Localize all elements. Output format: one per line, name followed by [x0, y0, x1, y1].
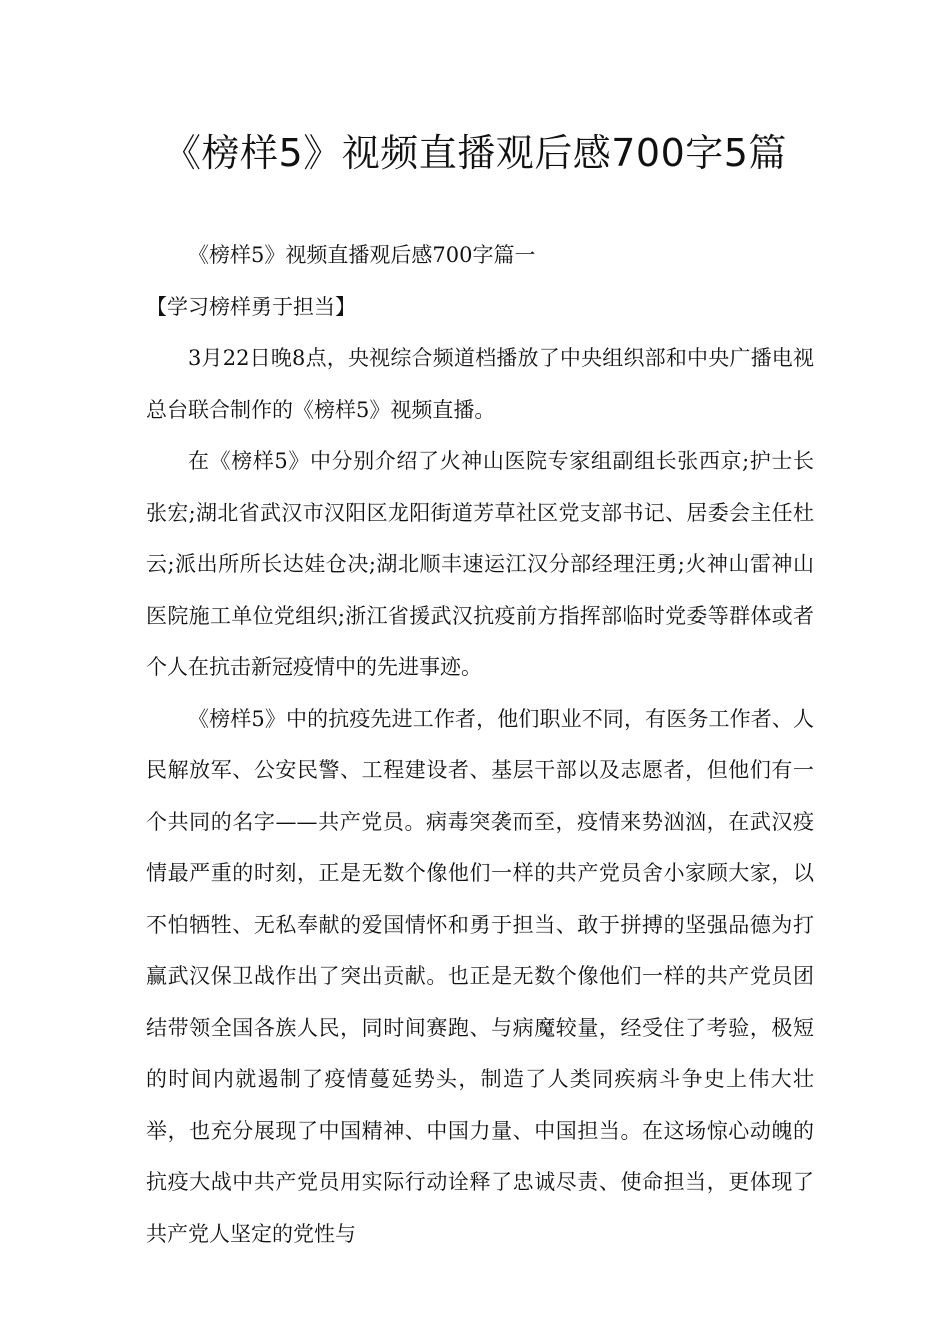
- document-body: [146, 230, 814, 1260]
- paragraph-1: 3月22日晚8点，央视综合频道档播放了中央组织部和中央广播电视总台联合制作的《榜样5》视频直播。: [146, 346, 814, 422]
- paragraph-2: 在《榜样5》中分别介绍了火神山医院专家组副组长张西京;护士长张宏;湖北省武汉市汉阳区龙阳街道芳草社区党支部书记、居委会主任杜云;派出所所长达娃仓决;湖北顺丰速运江汉分部经理汪勇;火神山雷神山医院施工单位党组织;浙江省援武汉抗疫前方指挥部临时党委等群体或者个人在抗击新冠疫情中的先进事迹。: [146, 449, 814, 679]
- section-title: 《榜样5》视频直播观后感700字篇一: [188, 243, 536, 267]
- section-heading: 【学习榜样勇于担当】: [146, 294, 356, 319]
- document-title: 《榜样5》视频直播观后感700字5篇: [163, 131, 787, 175]
- paragraph-3: 《榜样5》中的抗疫先进工作者，他们职业不同，有医务工作者、人民解放军、公安民警、工程建设者、基层干部以及志愿者，但他们有一个共同的名字——共产党员。病毒突袭而至，疫情来势汹汹，在武汉疫情最严重的时刻，正是无数个像他们一样的共产党员舍小家顾大家，以不怕牺牲、无私奉献的爱国情怀和勇于担当、敢于拼搏的坚强品德为打赢武汉保卫战作出了突出贡献。也正是无数个像他们一样的共产党员团结带领全国各族人民，同时间赛跑、与病魔较量，经受住了考验，极短的时间内就遏制了疫情蔓延势头，制造了人类同疾病斗争史上伟大壮举，也充分展现了中国精神、中国力量、中国担当。在这场惊心动魄的抗疫大战中共产党员用实际行动诠释了忠诚尽责、使命担当，更体现了共产党人坚定的党性与: [146, 706, 814, 1246]
